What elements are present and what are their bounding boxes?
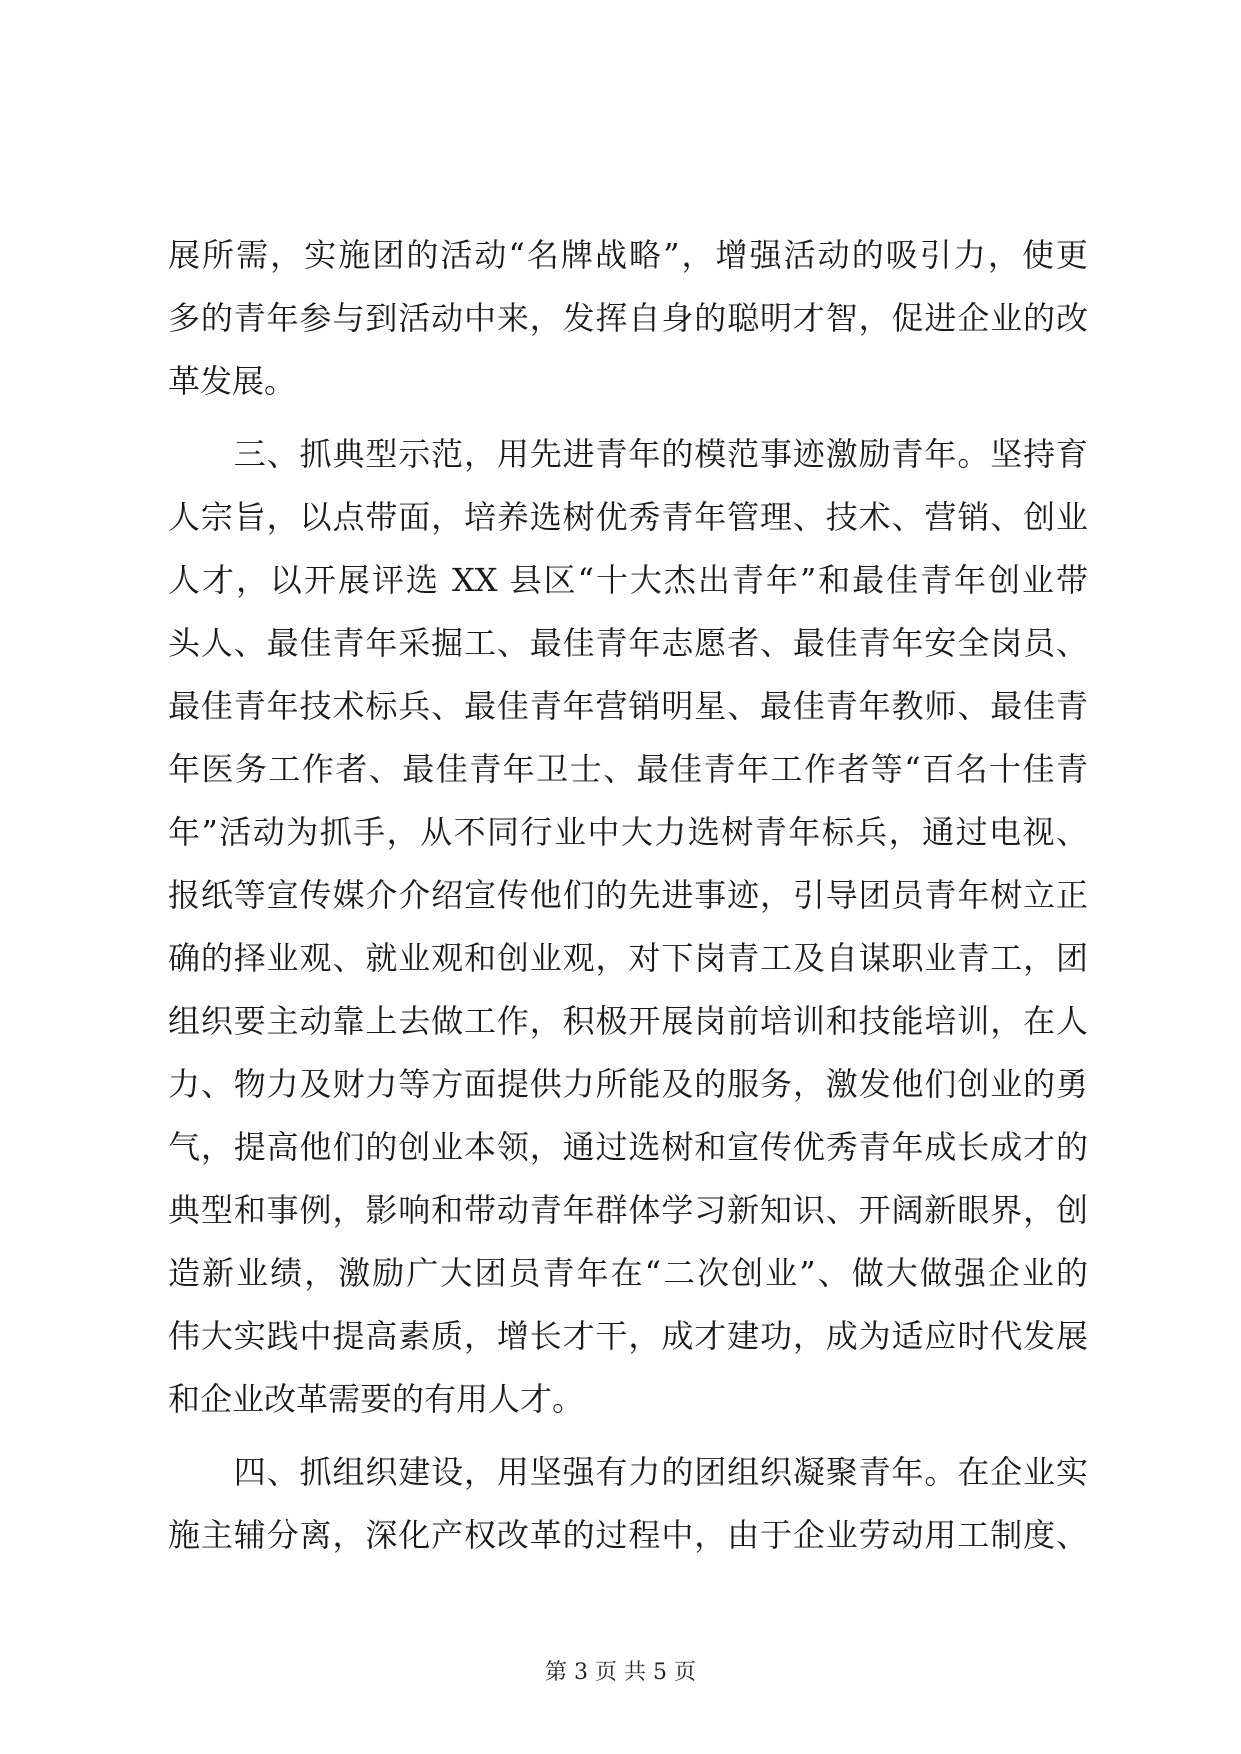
text-line: 气，提高他们的创业本领，通过选树和宣传优秀青年成长成才的: [168, 1128, 1088, 1166]
text-line: 施主辅分离，深化产权改革的过程中，由于企业劳动用工制度、: [168, 1516, 1088, 1554]
text-line: 典型和事例，影响和带动青年群体学习新知识、开阔新眼界，创: [168, 1191, 1088, 1229]
text-line: 头人、最佳青年采掘工、最佳青年志愿者、最佳青年安全岗员、: [168, 624, 1088, 662]
text-line: 多的青年参与到活动中来，发挥自身的聪明才智，促进企业的改: [168, 299, 1088, 337]
text-line: 三、抓典型示范，用先进青年的模范事迹激励青年。坚持育: [168, 435, 1088, 473]
text-line: 报纸等宣传媒介介绍宣传他们的先进事迹，引导团员青年树立正: [168, 876, 1088, 914]
text-line: 革发展。: [168, 362, 297, 400]
text-line: 年”活动为抓手，从不同行业中大力选树青年标兵，通过电视、: [168, 813, 1088, 851]
text-line: 四、抓组织建设，用坚强有力的团组织凝聚青年。在企业实: [168, 1453, 1088, 1491]
text-line: 人宗旨，以点带面，培养选树优秀青年管理、技术、营销、创业: [168, 498, 1088, 536]
text-line: 确的择业观、就业观和创业观，对下岗青工及自谋职业青工，团: [168, 939, 1088, 977]
text-line: 力、物力及财力等方面提供力所能及的服务，激发他们创业的勇: [168, 1065, 1088, 1103]
page-footer: 第 3 页 共 5 页: [545, 1660, 696, 1685]
text-line: 最佳青年技术标兵、最佳青年营销明星、最佳青年教师、最佳青: [168, 687, 1088, 725]
text-line: 造新业绩，激励广大团员青年在“二次创业”、做大做强企业的: [168, 1254, 1088, 1292]
text-line: 和企业改革需要的有用人才。: [168, 1380, 585, 1418]
text-line: 组织要主动靠上去做工作，积极开展岗前培训和技能培训，在人: [168, 1002, 1088, 1040]
text-line: 展所需，实施团的活动“名牌战略”，增强活动的吸引力，使更: [168, 236, 1088, 274]
document-body: [168, 224, 1088, 1567]
text-line: 伟大实践中提高素质，增长才干，成才建功，成为适应时代发展: [168, 1317, 1088, 1355]
text-line: 人才，以开展评选 XX 县区“十大杰出青年”和最佳青年创业带: [168, 561, 1088, 599]
text-line: 年医务工作者、最佳青年卫士、最佳青年工作者等“百名十佳青: [168, 750, 1088, 788]
